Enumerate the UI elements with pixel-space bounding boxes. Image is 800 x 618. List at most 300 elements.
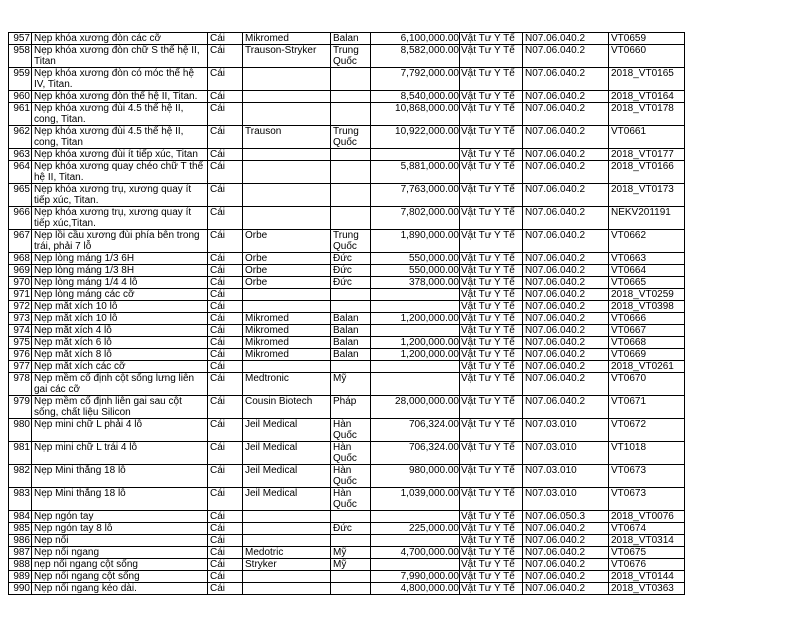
row-number: 973 bbox=[9, 313, 32, 325]
table-row bbox=[9, 161, 685, 184]
item-origin bbox=[331, 535, 371, 547]
item-manufacturer: Mikromed bbox=[243, 313, 331, 325]
item-ref: 2018_VT0166 bbox=[609, 161, 685, 184]
item-unit: Cái bbox=[208, 535, 243, 547]
row-number: 976 bbox=[9, 349, 32, 361]
item-ref: VT1018 bbox=[609, 442, 685, 465]
table-row bbox=[9, 265, 685, 277]
table-row bbox=[9, 488, 685, 511]
table-row bbox=[9, 396, 685, 419]
item-name: Nẹp mắt xích 8 lỗ bbox=[32, 349, 208, 361]
item-name: Nẹp khóa xương đùi 4.5 thế hệ II, cong, Titan. bbox=[32, 103, 208, 126]
item-ref: VT0663 bbox=[609, 253, 685, 265]
item-category: Vật Tư Y Tế bbox=[460, 349, 523, 361]
table-row bbox=[9, 253, 685, 265]
item-ref: 2018_VT0261 bbox=[609, 361, 685, 373]
item-origin bbox=[331, 184, 371, 207]
item-manufacturer bbox=[243, 68, 331, 91]
item-unit: Cái bbox=[208, 91, 243, 103]
item-category: Vật Tư Y Tế bbox=[460, 277, 523, 289]
item-name: Nẹp lòng máng 1/3 8H bbox=[32, 265, 208, 277]
row-number: 985 bbox=[9, 523, 32, 535]
item-code: N07.06.040.2 bbox=[523, 571, 609, 583]
item-category: Vật Tư Y Tế bbox=[460, 511, 523, 523]
item-name: Nẹp mắt xích 4 lỗ bbox=[32, 325, 208, 337]
item-manufacturer bbox=[243, 571, 331, 583]
item-unit: Cái bbox=[208, 419, 243, 442]
item-category: Vật Tư Y Tế bbox=[460, 103, 523, 126]
item-price bbox=[371, 373, 460, 396]
item-price: 1,200,000.00 bbox=[371, 313, 460, 325]
item-origin: Hàn Quốc bbox=[331, 419, 371, 442]
item-manufacturer: Orbe bbox=[243, 230, 331, 253]
item-unit: Cái bbox=[208, 149, 243, 161]
item-code: N07.06.040.2 bbox=[523, 265, 609, 277]
item-manufacturer: Mikromed bbox=[243, 325, 331, 337]
item-ref: VT0664 bbox=[609, 265, 685, 277]
item-name: nẹp nối ngang cột sống bbox=[32, 559, 208, 571]
row-number: 979 bbox=[9, 396, 32, 419]
item-price: 10,922,000.00 bbox=[371, 126, 460, 149]
item-code: N07.06.040.2 bbox=[523, 277, 609, 289]
item-category: Vật Tư Y Tế bbox=[460, 91, 523, 103]
item-manufacturer: Trauson-Stryker bbox=[243, 45, 331, 68]
item-manufacturer bbox=[243, 301, 331, 313]
item-category: Vật Tư Y Tế bbox=[460, 361, 523, 373]
table-row bbox=[9, 149, 685, 161]
item-category: Vật Tư Y Tế bbox=[460, 313, 523, 325]
row-number: 975 bbox=[9, 337, 32, 349]
item-origin: Mỹ bbox=[331, 373, 371, 396]
item-manufacturer bbox=[243, 535, 331, 547]
item-name: Nẹp nối ngang cột sống bbox=[32, 571, 208, 583]
item-unit: Cái bbox=[208, 313, 243, 325]
item-unit: Cái bbox=[208, 126, 243, 149]
item-origin: Đức bbox=[331, 277, 371, 289]
item-manufacturer bbox=[243, 583, 331, 595]
table-row bbox=[9, 91, 685, 103]
item-price: 8,540,000.00 bbox=[371, 91, 460, 103]
item-category: Vật Tư Y Tế bbox=[460, 265, 523, 277]
row-number: 972 bbox=[9, 301, 32, 313]
item-unit: Cái bbox=[208, 277, 243, 289]
item-origin bbox=[331, 289, 371, 301]
item-unit: Cái bbox=[208, 103, 243, 126]
item-code: N07.06.040.2 bbox=[523, 161, 609, 184]
item-origin: Trung Quốc bbox=[331, 126, 371, 149]
item-origin bbox=[331, 91, 371, 103]
table-row bbox=[9, 535, 685, 547]
item-category: Vật Tư Y Tế bbox=[460, 488, 523, 511]
item-price: 4,800,000.00 bbox=[371, 583, 460, 595]
table-row bbox=[9, 126, 685, 149]
item-unit: Cái bbox=[208, 511, 243, 523]
item-code: N07.06.040.2 bbox=[523, 149, 609, 161]
item-price bbox=[371, 325, 460, 337]
item-name: Nẹp mắt xích các cỡ bbox=[32, 361, 208, 373]
item-unit: Cái bbox=[208, 184, 243, 207]
item-price: 7,792,000.00 bbox=[371, 68, 460, 91]
item-price: 980,000.00 bbox=[371, 465, 460, 488]
item-price: 6,100,000.00 bbox=[371, 33, 460, 45]
item-price: 706,324.00 bbox=[371, 419, 460, 442]
item-category: Vật Tư Y Tế bbox=[460, 337, 523, 349]
item-category: Vật Tư Y Tế bbox=[460, 571, 523, 583]
item-code: N07.06.040.2 bbox=[523, 184, 609, 207]
item-price: 8,582,000.00 bbox=[371, 45, 460, 68]
item-price: 1,200,000.00 bbox=[371, 337, 460, 349]
item-price: 550,000.00 bbox=[371, 265, 460, 277]
item-name: Nẹp mắt xích 10 lỗ bbox=[32, 313, 208, 325]
item-name: Nẹp ngón tay bbox=[32, 511, 208, 523]
item-origin bbox=[331, 161, 371, 184]
item-unit: Cái bbox=[208, 265, 243, 277]
item-code: N07.06.040.2 bbox=[523, 547, 609, 559]
item-unit: Cái bbox=[208, 161, 243, 184]
item-ref: VT0661 bbox=[609, 126, 685, 149]
item-manufacturer: Trauson bbox=[243, 126, 331, 149]
item-code: N07.06.040.2 bbox=[523, 325, 609, 337]
item-code: N07.06.040.2 bbox=[523, 396, 609, 419]
item-ref: VT0666 bbox=[609, 313, 685, 325]
item-manufacturer: Mikromed bbox=[243, 337, 331, 349]
item-unit: Cái bbox=[208, 571, 243, 583]
item-price: 1,890,000.00 bbox=[371, 230, 460, 253]
item-unit: Cái bbox=[208, 301, 243, 313]
item-category: Vật Tư Y Tế bbox=[460, 207, 523, 230]
item-manufacturer bbox=[243, 149, 331, 161]
item-origin bbox=[331, 301, 371, 313]
table-row bbox=[9, 33, 685, 45]
item-manufacturer: Orbe bbox=[243, 277, 331, 289]
item-category: Vật Tư Y Tế bbox=[460, 535, 523, 547]
item-origin: Trung Quốc bbox=[331, 45, 371, 68]
item-ref: VT0674 bbox=[609, 523, 685, 535]
item-ref: VT0668 bbox=[609, 337, 685, 349]
item-unit: Cái bbox=[208, 583, 243, 595]
table-body bbox=[9, 33, 685, 595]
item-manufacturer bbox=[243, 511, 331, 523]
row-number: 961 bbox=[9, 103, 32, 126]
item-code: N07.06.040.2 bbox=[523, 289, 609, 301]
item-name: Nẹp khóa xương trụ, xương quay ít tiếp xúc,Titan. bbox=[32, 207, 208, 230]
item-category: Vật Tư Y Tế bbox=[460, 161, 523, 184]
item-code: N07.06.040.2 bbox=[523, 207, 609, 230]
item-unit: Cái bbox=[208, 373, 243, 396]
item-category: Vật Tư Y Tế bbox=[460, 301, 523, 313]
item-manufacturer bbox=[243, 289, 331, 301]
item-ref: NEKV201191 bbox=[609, 207, 685, 230]
item-ref: VT0665 bbox=[609, 277, 685, 289]
item-ref: VT0669 bbox=[609, 349, 685, 361]
item-category: Vật Tư Y Tế bbox=[460, 184, 523, 207]
item-origin: Pháp bbox=[331, 396, 371, 419]
item-code: N07.03.010 bbox=[523, 488, 609, 511]
item-ref: 2018_VT0076 bbox=[609, 511, 685, 523]
table-row bbox=[9, 277, 685, 289]
item-ref: 2018_VT0164 bbox=[609, 91, 685, 103]
item-origin: Balan bbox=[331, 337, 371, 349]
item-ref: VT0673 bbox=[609, 465, 685, 488]
item-manufacturer: Orbe bbox=[243, 253, 331, 265]
item-ref: 2018_VT0165 bbox=[609, 68, 685, 91]
item-origin: Trung Quốc bbox=[331, 230, 371, 253]
item-category: Vật Tư Y Tế bbox=[460, 325, 523, 337]
item-price: 10,868,000.00 bbox=[371, 103, 460, 126]
item-code: N07.06.040.2 bbox=[523, 337, 609, 349]
item-unit: Cái bbox=[208, 68, 243, 91]
table-row bbox=[9, 373, 685, 396]
item-origin: Hàn Quốc bbox=[331, 488, 371, 511]
item-name: Nẹp lòng máng 1/3 6H bbox=[32, 253, 208, 265]
item-origin: Đức bbox=[331, 523, 371, 535]
item-category: Vật Tư Y Tế bbox=[460, 253, 523, 265]
item-unit: Cái bbox=[208, 45, 243, 68]
item-name: Nẹp khóa xương đòn các cỡ bbox=[32, 33, 208, 45]
table-row bbox=[9, 361, 685, 373]
row-number: 987 bbox=[9, 547, 32, 559]
item-code: N07.06.040.2 bbox=[523, 583, 609, 595]
item-code: N07.06.040.2 bbox=[523, 301, 609, 313]
item-code: N07.06.040.2 bbox=[523, 45, 609, 68]
item-manufacturer: Medtronic bbox=[243, 373, 331, 396]
item-ref: VT0675 bbox=[609, 547, 685, 559]
item-code: N07.06.040.2 bbox=[523, 349, 609, 361]
item-category: Vật Tư Y Tế bbox=[460, 559, 523, 571]
item-price bbox=[371, 559, 460, 571]
item-price: 225,000.00 bbox=[371, 523, 460, 535]
item-unit: Cái bbox=[208, 349, 243, 361]
item-ref: 2018_VT0314 bbox=[609, 535, 685, 547]
item-ref: 2018_VT0144 bbox=[609, 571, 685, 583]
row-number: 959 bbox=[9, 68, 32, 91]
item-manufacturer: Stryker bbox=[243, 559, 331, 571]
item-ref: 2018_VT0259 bbox=[609, 289, 685, 301]
table-row bbox=[9, 349, 685, 361]
item-code: N07.06.040.2 bbox=[523, 68, 609, 91]
table-row bbox=[9, 184, 685, 207]
item-code: N07.03.010 bbox=[523, 419, 609, 442]
table-row bbox=[9, 230, 685, 253]
row-number: 968 bbox=[9, 253, 32, 265]
item-name: Nẹp nối ngang kéo dài. bbox=[32, 583, 208, 595]
item-name: Nẹp mini chữ L phải 4 lỗ bbox=[32, 419, 208, 442]
item-manufacturer: Mikromed bbox=[243, 33, 331, 45]
item-origin: Balan bbox=[331, 33, 371, 45]
item-price bbox=[371, 535, 460, 547]
item-code: N07.03.010 bbox=[523, 442, 609, 465]
item-manufacturer bbox=[243, 361, 331, 373]
item-origin: Balan bbox=[331, 313, 371, 325]
row-number: 983 bbox=[9, 488, 32, 511]
item-name: Nẹp mắt xích 6 lỗ bbox=[32, 337, 208, 349]
item-unit: Cái bbox=[208, 488, 243, 511]
table-row bbox=[9, 547, 685, 559]
table-row bbox=[9, 103, 685, 126]
item-category: Vật Tư Y Tế bbox=[460, 33, 523, 45]
item-manufacturer bbox=[243, 184, 331, 207]
row-number: 982 bbox=[9, 465, 32, 488]
item-price: 4,700,000.00 bbox=[371, 547, 460, 559]
table-row bbox=[9, 442, 685, 465]
row-number: 984 bbox=[9, 511, 32, 523]
row-number: 977 bbox=[9, 361, 32, 373]
item-category: Vật Tư Y Tế bbox=[460, 396, 523, 419]
item-price: 5,881,000.00 bbox=[371, 161, 460, 184]
item-code: N07.06.040.2 bbox=[523, 523, 609, 535]
item-name: Nẹp Mini thẳng 18 lỗ bbox=[32, 465, 208, 488]
item-ref: VT0676 bbox=[609, 559, 685, 571]
item-category: Vật Tư Y Tế bbox=[460, 465, 523, 488]
item-ref: 2018_VT0398 bbox=[609, 301, 685, 313]
item-code: N07.06.050.3 bbox=[523, 511, 609, 523]
item-name: Nẹp khóa xương đòn có móc thế hệ IV, Titan. bbox=[32, 68, 208, 91]
item-price: 550,000.00 bbox=[371, 253, 460, 265]
table-row bbox=[9, 571, 685, 583]
item-origin bbox=[331, 583, 371, 595]
item-code: N07.06.040.2 bbox=[523, 126, 609, 149]
table-row bbox=[9, 325, 685, 337]
table-row bbox=[9, 583, 685, 595]
row-number: 981 bbox=[9, 442, 32, 465]
item-price: 1,200,000.00 bbox=[371, 349, 460, 361]
item-name: Nẹp mềm cố định liên gai sau cột sống, chất liệu Silicon bbox=[32, 396, 208, 419]
item-ref: 2018_VT0363 bbox=[609, 583, 685, 595]
item-ref: VT0660 bbox=[609, 45, 685, 68]
table-row bbox=[9, 465, 685, 488]
item-manufacturer: Medotric bbox=[243, 547, 331, 559]
item-name: Nẹp ngón tay 8 lỗ bbox=[32, 523, 208, 535]
row-number: 990 bbox=[9, 583, 32, 595]
item-ref: 2018_VT0177 bbox=[609, 149, 685, 161]
row-number: 963 bbox=[9, 149, 32, 161]
item-ref: VT0667 bbox=[609, 325, 685, 337]
row-number: 964 bbox=[9, 161, 32, 184]
item-code: N07.03.010 bbox=[523, 465, 609, 488]
item-ref: 2018_VT0173 bbox=[609, 184, 685, 207]
item-unit: Cái bbox=[208, 547, 243, 559]
row-number: 986 bbox=[9, 535, 32, 547]
item-unit: Cái bbox=[208, 559, 243, 571]
table-row bbox=[9, 207, 685, 230]
item-code: N07.06.040.2 bbox=[523, 230, 609, 253]
item-manufacturer: Jeil Medical bbox=[243, 465, 331, 488]
item-category: Vật Tư Y Tế bbox=[460, 442, 523, 465]
item-origin: Balan bbox=[331, 325, 371, 337]
item-category: Vật Tư Y Tế bbox=[460, 547, 523, 559]
row-number: 969 bbox=[9, 265, 32, 277]
row-number: 960 bbox=[9, 91, 32, 103]
item-origin bbox=[331, 571, 371, 583]
item-origin: Hàn Quốc bbox=[331, 442, 371, 465]
price-table bbox=[8, 32, 685, 595]
row-number: 980 bbox=[9, 419, 32, 442]
item-manufacturer bbox=[243, 161, 331, 184]
item-code: N07.06.040.2 bbox=[523, 103, 609, 126]
item-name: Nẹp Mini thẳng 18 lỗ bbox=[32, 488, 208, 511]
item-origin: Hàn Quốc bbox=[331, 465, 371, 488]
item-ref: VT0673 bbox=[609, 488, 685, 511]
item-manufacturer: Orbe bbox=[243, 265, 331, 277]
item-category: Vật Tư Y Tế bbox=[460, 149, 523, 161]
item-price: 1,039,000.00 bbox=[371, 488, 460, 511]
item-origin: Mỹ bbox=[331, 559, 371, 571]
item-price: 378,000.00 bbox=[371, 277, 460, 289]
item-unit: Cái bbox=[208, 465, 243, 488]
item-name: Nẹp khóa xương quay chéo chữ T thế hệ II, Titan. bbox=[32, 161, 208, 184]
item-origin: Balan bbox=[331, 349, 371, 361]
item-category: Vật Tư Y Tế bbox=[460, 523, 523, 535]
item-name: Nẹp nối ngang bbox=[32, 547, 208, 559]
table-row bbox=[9, 45, 685, 68]
item-unit: Cái bbox=[208, 325, 243, 337]
item-name: Nẹp lòng máng các cỡ bbox=[32, 289, 208, 301]
item-manufacturer: Mikromed bbox=[243, 349, 331, 361]
item-price: 7,763,000.00 bbox=[371, 184, 460, 207]
item-price bbox=[371, 301, 460, 313]
item-manufacturer bbox=[243, 523, 331, 535]
item-price bbox=[371, 361, 460, 373]
item-name: Nẹp khóa xương đùi 4.5 thế hệ II, cong, Titan bbox=[32, 126, 208, 149]
item-unit: Cái bbox=[208, 230, 243, 253]
item-manufacturer: Jeil Medical bbox=[243, 488, 331, 511]
item-name: Nẹp khóa xương đùi ít tiếp xúc, Titan bbox=[32, 149, 208, 161]
item-name: Nẹp mắt xích 10 lỗ bbox=[32, 301, 208, 313]
item-ref: VT0670 bbox=[609, 373, 685, 396]
item-name: Nẹp lòng máng 1/4 4 lỗ bbox=[32, 277, 208, 289]
row-number: 978 bbox=[9, 373, 32, 396]
item-code: N07.06.040.2 bbox=[523, 559, 609, 571]
item-unit: Cái bbox=[208, 442, 243, 465]
item-name: Nẹp lồi cầu xương đùi phía bên trong trái, phải 7 lỗ bbox=[32, 230, 208, 253]
item-origin bbox=[331, 207, 371, 230]
item-category: Vật Tư Y Tế bbox=[460, 68, 523, 91]
item-name: Nẹp nối bbox=[32, 535, 208, 547]
item-price: 28,000,000.00 bbox=[371, 396, 460, 419]
row-number: 957 bbox=[9, 33, 32, 45]
item-origin bbox=[331, 361, 371, 373]
row-number: 966 bbox=[9, 207, 32, 230]
table-row bbox=[9, 289, 685, 301]
item-name: Nẹp mềm cố định cột sống lưng liên gai các cỡ bbox=[32, 373, 208, 396]
item-category: Vật Tư Y Tế bbox=[460, 289, 523, 301]
item-unit: Cái bbox=[208, 337, 243, 349]
table-row bbox=[9, 559, 685, 571]
item-name: Nẹp mini chữ L trái 4 lỗ bbox=[32, 442, 208, 465]
item-category: Vật Tư Y Tế bbox=[460, 230, 523, 253]
table-row bbox=[9, 511, 685, 523]
table-row bbox=[9, 523, 685, 535]
item-name: Nẹp khóa xương đòn thế hệ II, Titan. bbox=[32, 91, 208, 103]
item-unit: Cái bbox=[208, 361, 243, 373]
item-ref: 2018_VT0178 bbox=[609, 103, 685, 126]
item-ref: VT0662 bbox=[609, 230, 685, 253]
table-row bbox=[9, 301, 685, 313]
item-manufacturer bbox=[243, 207, 331, 230]
item-ref: VT0672 bbox=[609, 419, 685, 442]
item-ref: VT0671 bbox=[609, 396, 685, 419]
item-price bbox=[371, 511, 460, 523]
item-unit: Cái bbox=[208, 33, 243, 45]
item-code: N07.06.040.2 bbox=[523, 373, 609, 396]
item-manufacturer: Jeil Medical bbox=[243, 442, 331, 465]
item-code: N07.06.040.2 bbox=[523, 253, 609, 265]
row-number: 974 bbox=[9, 325, 32, 337]
item-category: Vật Tư Y Tế bbox=[460, 419, 523, 442]
item-unit: Cái bbox=[208, 523, 243, 535]
item-code: N07.06.040.2 bbox=[523, 361, 609, 373]
item-category: Vật Tư Y Tế bbox=[460, 126, 523, 149]
